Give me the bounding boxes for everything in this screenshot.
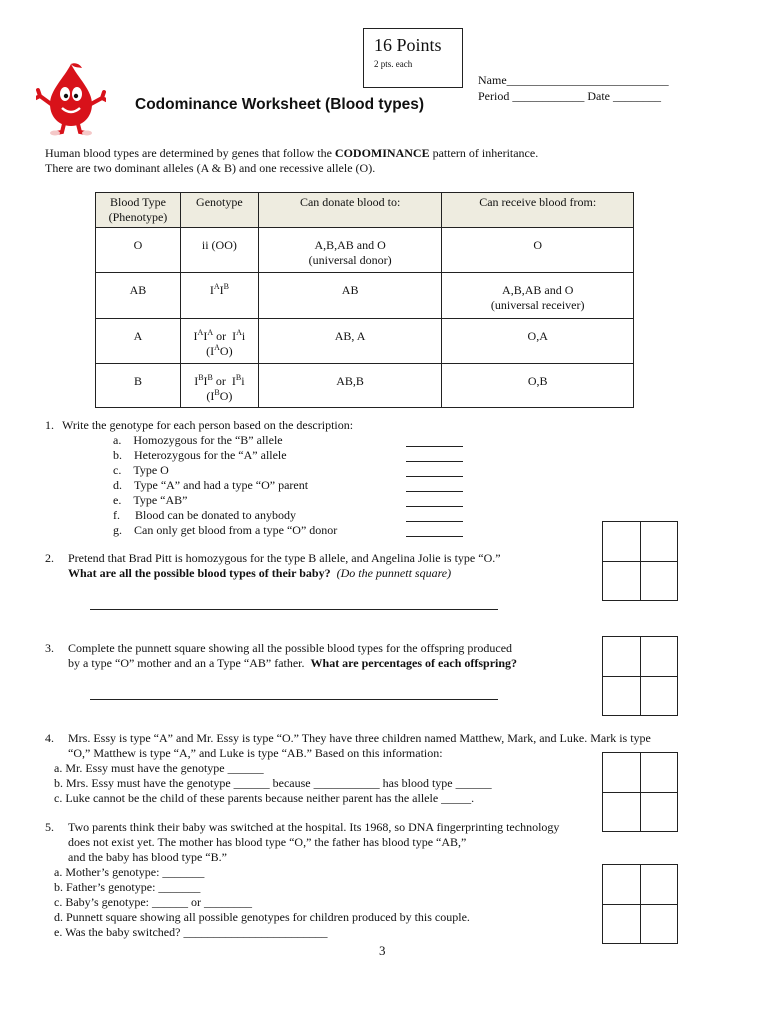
question-number: 3. [45,641,54,655]
list-item: c. Type O [113,463,169,477]
punnett-square[interactable] [602,864,678,944]
list-item: d. Type “A” and had a type “O” parent [113,478,309,492]
list-item: f. Blood can be donated to anybody [113,508,296,522]
question-3 [45,641,595,671]
cell-donate: AB [258,273,442,319]
intro-line1-end: pattern of inheritance. [429,146,539,160]
question-text: Pretend that Brad Pitt is homozygous for the type B allele, and Angelina Jolie is type “O.” [68,551,501,565]
name-label: Name [478,73,507,87]
cell-genotype: ii (OO) [180,228,258,273]
question-text: Write the genotype for each person based on the description: [62,418,354,432]
answer-line[interactable] [90,608,498,610]
page-title: Codominance Worksheet (Blood types) [135,96,425,113]
table-header-row [96,193,634,228]
question-2 [45,551,595,581]
cell-genotype: $I^AI^A$ or $I^Ai$ $(I^AO)$ [180,319,258,364]
list-item: a. Homozygous for the “B” allele [113,433,283,447]
student-info [478,72,669,104]
intro-text [45,146,538,176]
answer-blank[interactable] [406,479,463,492]
list-item: g. Can only get blood from a type “O” donor [113,523,338,537]
cell-receive [442,273,634,319]
punnett-square[interactable] [602,752,678,832]
answer-blank[interactable] [406,434,463,447]
question-text: Mrs. Essy is type “A” and Mr. Essy is type “O.” They have three children named Matthew, Mark, and Luke. Mark is type [68,731,651,745]
header-phenotype: Blood Type (Phenotype) [96,193,181,228]
cell-donate [258,228,442,273]
table-row [96,319,634,364]
question-prompt: What are percentages of each offspring? [310,656,518,670]
period-field[interactable]: ____________ [512,89,585,103]
table-row [96,364,634,408]
donate-value: A,B,AB and O [314,238,386,252]
points-title: 16 Points [374,35,442,55]
list-item: a. Mr. Essy must have the genotype ______ [54,761,264,775]
punnett-square[interactable] [602,521,678,601]
cell-receive: O [442,228,634,273]
list-item: d. Punnett square showing all possible genotypes for children produced by this couple. [54,910,470,924]
question-prompt: What are all the possible blood types of their baby? [68,566,331,580]
cell-type: O [96,228,181,273]
receive-note: (universal receiver) [490,298,585,312]
answer-blank[interactable] [406,524,463,537]
question-text-2: by a type “O” mother and an a Type “AB” father. [68,656,305,670]
points-subtitle: 2 pts. each [374,59,413,69]
answer-blank[interactable] [406,509,463,522]
question-1 [45,418,515,538]
answer-line[interactable] [90,698,498,700]
answer-blank[interactable] [406,464,463,477]
cell-type: B [96,364,181,408]
list-item: c. Luke cannot be the child of these parents because neither parent has the allele _____. [54,791,475,805]
question-number: 4. [45,731,54,745]
points-box [363,28,463,88]
cell-genotype: $I^AI^B$ [180,273,258,319]
cell-donate: AB, A [258,319,442,364]
question-text-2: “O,” Matthew is type “A,” and Luke is type “AB.” Based on this information: [68,746,443,760]
list-item: b. Mrs. Essy must have the genotype ______ because ___________ has blood type ______ [54,776,492,790]
intro-line2: There are two dominant alleles (A & B) and one recessive allele (O). [45,161,376,175]
name-field[interactable]: ___________________________ [506,73,669,87]
cell-donate: AB,B [258,364,442,408]
answer-blank[interactable] [406,449,463,462]
list-item: e. Was the baby switched? ________________________ [54,925,328,939]
question-5 [45,820,605,940]
question-text-2: does not exist yet. The mother has blood type “O,” the father has blood type “AB,” [68,835,467,849]
list-item: a. Mother’s genotype: _______ [54,865,205,879]
cell-type: AB [96,273,181,319]
page-number: 3 [379,943,386,958]
cell-genotype: $I^BI^B$ or $I^Bi$ $(I^BO)$ [180,364,258,408]
question-number: 1. [45,418,54,432]
header-receive: Can receive blood from: [442,193,634,228]
date-field[interactable]: ________ [613,89,661,103]
intro-keyword: CODOMINANCE [334,146,430,160]
donate-note: (universal donor) [308,253,392,267]
blood-type-table [95,192,634,408]
cell-type: A [96,319,181,364]
list-item: b. Father’s genotype: _______ [54,880,201,894]
question-number: 5. [45,820,54,834]
table-row [96,273,634,319]
list-item: c. Baby’s genotype: ______ or ________ [54,895,252,909]
question-number: 2. [45,551,54,565]
blood-drop-mascot-icon [36,60,106,136]
question-4 [45,731,685,806]
intro-line1: Human blood types are determined by genes that follow the [45,146,335,160]
list-item: b. Heterozygous for the “A” allele [113,448,287,462]
header-donate: Can donate blood to: [258,193,442,228]
answer-blank[interactable] [406,494,463,507]
cell-receive: O,A [442,319,634,364]
cell-receive: O,B [442,364,634,408]
question-hint: (Do the punnett square) [336,566,452,580]
period-label: Period [478,89,510,103]
punnett-square[interactable] [602,636,678,716]
question-text: Two parents think their baby was switched at the hospital. Its 1968, so DNA fingerprinting technology [68,820,560,834]
header-genotype: Genotype [180,193,258,228]
list-item: e. Type “AB” [113,493,188,507]
table-row [96,228,634,273]
question-text-3: and the baby has blood type “B.” [68,850,227,864]
question-text: Complete the punnett square showing all the possible blood types for the offspring produced [68,641,513,655]
date-label: Date [587,89,610,103]
receive-value: A,B,AB and O [502,283,574,297]
